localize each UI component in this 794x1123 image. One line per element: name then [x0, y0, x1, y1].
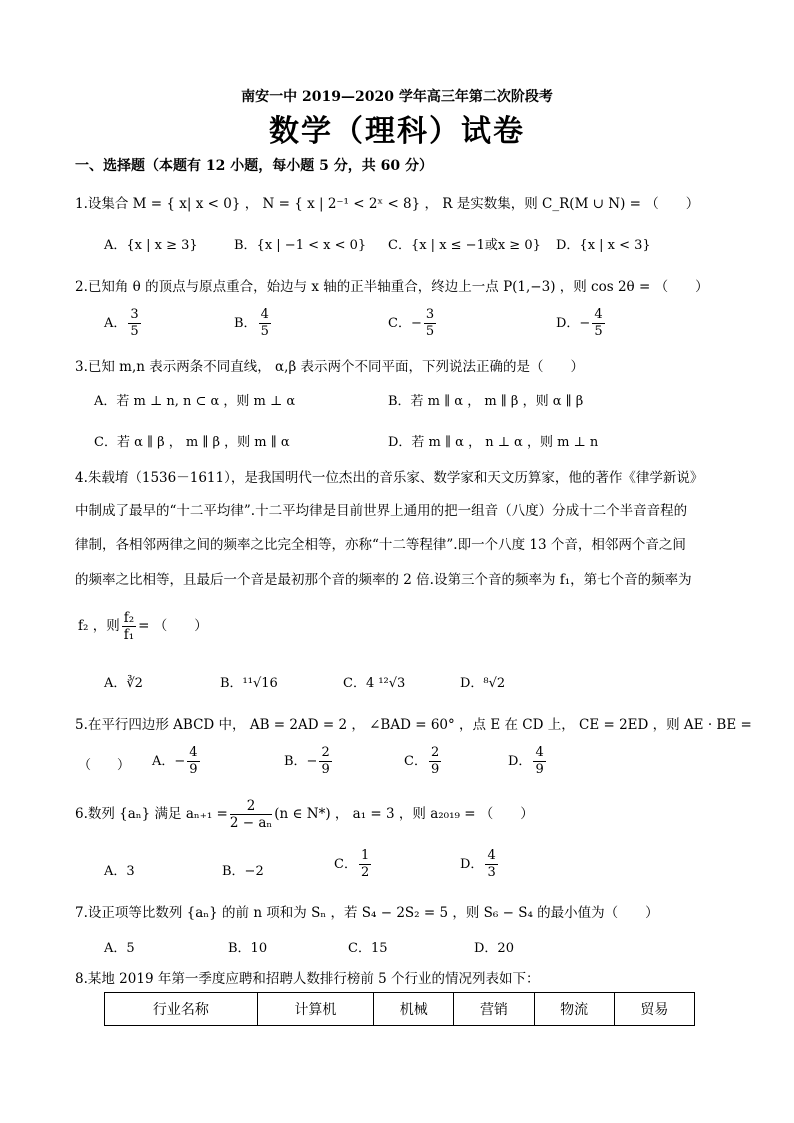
- question-2-stem: 2.已知角 θ 的顶点与原点重合，始边与 x 轴的正半轴重合，终边上一点 P(1,−3) ，则 cos 2θ = （ ）: [75, 279, 709, 295]
- question-5-option-b: B．− $\frac{2}{9}$: [284, 745, 330, 777]
- question-2-option-b: B． $\frac{4}{5}$: [234, 307, 269, 339]
- question-7-stem: 7.设正项等比数列 {aₙ} 的前 n 项和为 Sₙ ，若 S₄ − 2S₂ = 5 ，则 S₆ − S₄ 的最小值为（ ）: [75, 905, 659, 921]
- table-header-cell: 营销: [454, 993, 534, 1026]
- question-4-line-5: f₂ ，则 $\frac{\text{f₂}}{\text{f₁}}$ = （ ）: [78, 610, 208, 643]
- question-5-paren: （ ）: [78, 758, 131, 773]
- question-4-option-a: A．∛2: [104, 676, 143, 691]
- question-4-option-c: C．4 ¹²√3: [343, 676, 406, 691]
- industry-table: [104, 992, 695, 1026]
- question-4-line-3: 律制，各相邻两律之间的频率之比完全相等，亦称“十二等程律”.即一个八度 13 个音，相邻两个音之间: [75, 537, 686, 553]
- question-6-option-a: A．3: [104, 864, 135, 879]
- table-header-cell: 贸易: [614, 993, 694, 1026]
- question-3-option-c: C．若 α ∥ β ， m ∥ β ，则 m ∥ α: [94, 435, 290, 450]
- question-3-stem: 3.已知 m,n 表示两条不同直线， α,β 表示两个不同平面，下列说法正确的是（ ）: [75, 359, 585, 375]
- question-7-option-d: D．20: [474, 941, 514, 956]
- question-1-stem: 1.设集合 M = { x| x < 0} ， N = { x | 2⁻¹ < 2ˣ < 8} ， R 是实数集，则 C_R(M ∪ N) = （ ）: [75, 196, 700, 212]
- question-4-option-b: B．¹¹√16: [220, 676, 278, 691]
- table-header-cell: 物流: [534, 993, 614, 1026]
- question-6-option-b: B．−2: [222, 864, 264, 879]
- table-header-cell: 计算机: [257, 993, 373, 1026]
- question-3-option-d: D．若 m ∥ α ， n ⊥ α ，则 m ⊥ n: [388, 435, 599, 450]
- question-5-stem: 5.在平行四边形 ABCD 中， AB = 2AD = 2 ， ∠BAD = 60° ，点 E 在 CD 上， CE = 2ED ，则 AE · BE =: [75, 717, 752, 733]
- question-1-option-a: A．{x | x ≥ 3}: [104, 238, 198, 253]
- table-row: [105, 993, 695, 1026]
- question-2-option-a: A． $\frac{3}{5}$: [104, 307, 139, 339]
- question-3-option-b: B．若 m ∥ α ， m ∥ β ，则 α ∥ β: [388, 394, 584, 409]
- question-6-stem: 6.数列 {aₙ} 满足 aₙ₊₁ = $\frac{2}{\text{2 − aₙ}}$ (n ∈ N*) ， a₁ = 3 ，则 a₂₀₁₉ = （ ）: [75, 798, 534, 831]
- question-5-option-d: D． $\frac{4}{9}$: [508, 745, 544, 777]
- question-7-option-c: C．15: [348, 941, 388, 956]
- question-1-option-b: B．{x | −1 < x < 0}: [234, 238, 367, 253]
- question-5-option-a: A．− $\frac{4}{9}$: [152, 745, 198, 777]
- question-6-option-c: C． $\frac{1}{2}$: [334, 848, 370, 880]
- question-4-line-2: 中制成了最早的“十二平均律”.十二平均律是目前世界上通用的把一组音（八度）分成十二个半音音程的: [75, 503, 688, 519]
- question-7-option-b: B．10: [228, 941, 268, 956]
- table-header-cell: 行业名称: [105, 993, 258, 1026]
- section-heading: 一、选择题（本题有 12 小题，每小题 5 分，共 60 分）: [75, 158, 433, 174]
- table-header-cell: 机械: [374, 993, 454, 1026]
- question-4-option-d: D．⁸√2: [460, 676, 506, 691]
- question-8-stem: 8.某地 2019 年第一季度应聘和招聘人数排行榜前 5 个行业的情况列表如下：: [75, 971, 540, 987]
- question-4-line-4: 的频率之比相等，且最后一个音是最初那个音的频率的 2 倍.设第三个音的频率为 f₁，第七个音的频率为: [75, 572, 692, 588]
- question-5-option-c: C． $\frac{2}{9}$: [404, 745, 440, 777]
- question-6-option-d: D． $\frac{4}{3}$: [460, 848, 496, 880]
- question-2-option-d: D．− $\frac{4}{5}$: [556, 307, 603, 339]
- school-exam-line: 南安一中 2019—2020 学年高三年第二次阶段考: [241, 89, 553, 105]
- question-7-option-a: A．5: [104, 941, 135, 956]
- page-title: 数学（理科）试卷: [269, 114, 525, 149]
- question-2-option-c: C．− $\frac{3}{5}$: [388, 307, 435, 339]
- question-4-line-1: 4.朱载堉（1536－1611），是我国明代一位杰出的音乐家、数学家和天文历算家，他的著作《律学新说》: [75, 470, 704, 486]
- question-1-option-c: C．{x | x ≤ −1或x ≥ 0}: [388, 238, 541, 253]
- question-3-option-a: A．若 m ⊥ n, n ⊂ α ，则 m ⊥ α: [94, 394, 296, 409]
- question-1-option-d: D．{x | x < 3}: [556, 238, 651, 253]
